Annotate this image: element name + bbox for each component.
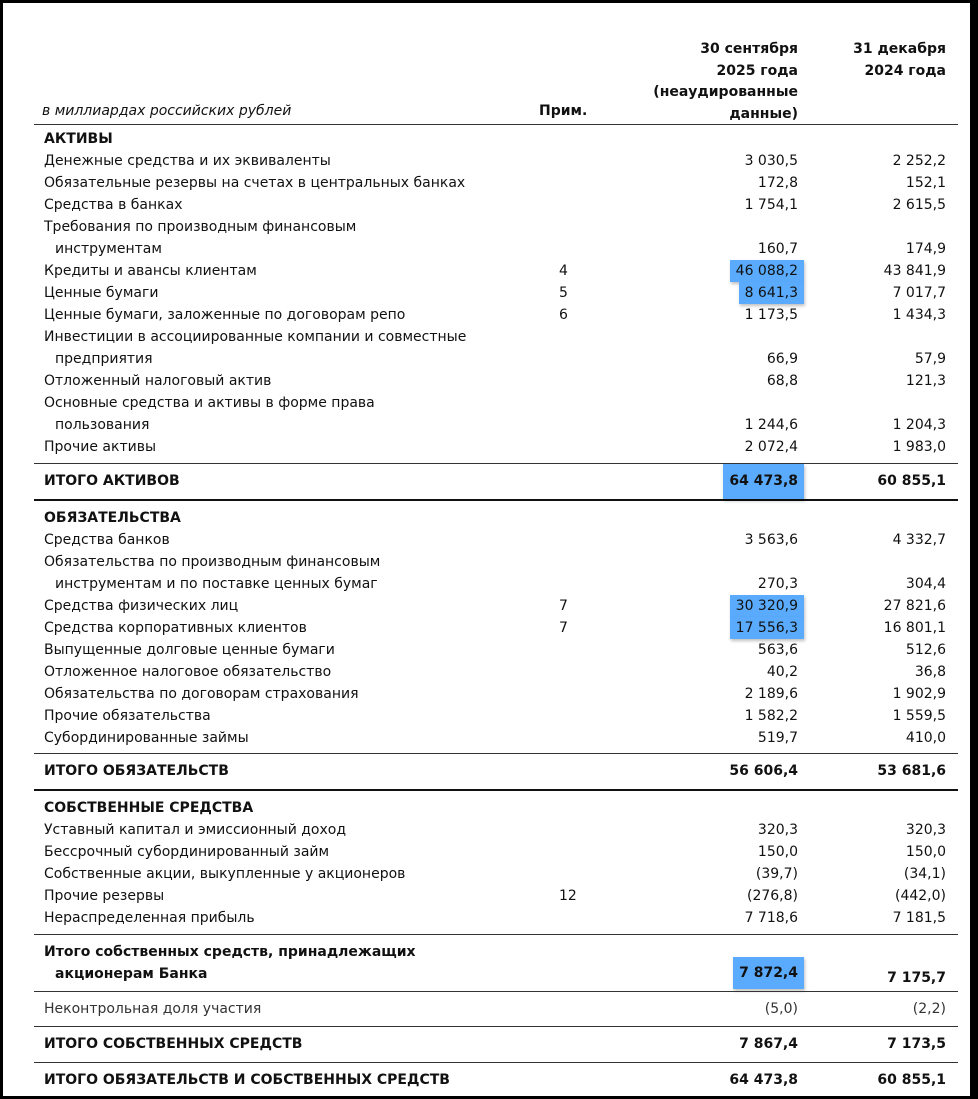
row-label (44, 326, 466, 370)
row-label: Субординированные займы (44, 730, 249, 746)
shareholders-equity-row (34, 934, 958, 991)
row-label (44, 392, 375, 436)
row-label: Прочие активы (44, 439, 157, 455)
table-row (34, 819, 958, 841)
value-2025: 160,7 (757, 241, 798, 257)
row-label-line2: инструментам (55, 241, 162, 257)
row-label: Обязательства по договорам страхования (44, 686, 359, 702)
balance-table (34, 124, 958, 1098)
table-row (34, 639, 958, 661)
row-label: ИТОГО СОБСТВЕННЫХ СРЕДСТВ (44, 1036, 303, 1052)
value-2024: 7 173,5 (887, 1036, 946, 1052)
value-2024: 1 204,3 (892, 417, 946, 433)
value-2024: 2 252,2 (892, 153, 946, 169)
row-label: Денежные средства и их эквиваленты (44, 153, 331, 169)
table-row (34, 194, 958, 216)
column-header-2025 (653, 39, 798, 125)
value-2025-highlighted: 8 641,3 (739, 282, 804, 304)
section-title-liabilities (34, 507, 958, 529)
value-2025-highlighted: 30 320,9 (730, 595, 804, 617)
row-label-line2: предприятия (55, 351, 153, 367)
table-row (34, 529, 958, 551)
value-2025: 1 754,1 (744, 197, 798, 213)
grand-total-row (34, 1063, 958, 1098)
table-row (34, 150, 958, 172)
table-row (34, 595, 958, 617)
row-label-line1: Итого собственных средств, принадлежащих (44, 944, 416, 960)
value-2024: 27 821,6 (883, 598, 946, 614)
value-2024: 512,6 (905, 642, 946, 658)
row-label: Неконтрольная доля участия (44, 1001, 262, 1017)
value-2024: 4 332,7 (892, 532, 946, 548)
value-2024: 60 855,1 (877, 473, 946, 489)
row-label-line1: Инвестиции в ассоциированные компании и совместные (44, 329, 467, 345)
value-2024: 121,3 (905, 373, 946, 389)
value-2024: 1 983,0 (892, 439, 946, 455)
section-label: АКТИВЫ (44, 131, 113, 147)
section-title-assets (34, 128, 958, 150)
row-label: Уставный капитал и эмиссионный доход (44, 822, 347, 838)
value-2024: 304,4 (905, 576, 946, 592)
row-label-line1: Основные средства и активы в форме права (44, 395, 375, 411)
value-2025-highlighted: 46 088,2 (730, 260, 804, 282)
table-row (34, 392, 958, 436)
col1-line: (неаудированные (653, 84, 798, 100)
row-label: ИТОГО АКТИВОВ (44, 473, 180, 489)
value-2024: 7 175,7 (887, 970, 946, 986)
row-label: Ценные бумаги (44, 285, 159, 301)
row-label: Бессрочный субординированный займ (44, 844, 330, 860)
value-2024: 410,0 (905, 730, 946, 746)
value-2025: (5,0) (764, 1001, 798, 1017)
row-label: Кредиты и авансы клиентам (44, 263, 257, 279)
table-row (34, 260, 958, 282)
table-row (34, 863, 958, 885)
row-label-line1: Обязательства по производным финансовым (44, 554, 381, 570)
value-2024: 1 434,3 (892, 307, 946, 323)
section-title-equity (34, 797, 958, 819)
value-2024: 174,9 (905, 241, 946, 257)
row-label: Отложенное налоговое обязательство (44, 664, 332, 680)
row-label (44, 216, 356, 260)
row-label: Прочие обязательства (44, 708, 211, 724)
value-2025: 66,9 (766, 351, 798, 367)
table-row (34, 617, 958, 639)
row-label: Средства корпоративных клиентов (44, 620, 307, 636)
col2-line: 2024 года (864, 62, 946, 79)
value-2025: 7 867,4 (739, 1036, 798, 1052)
row-label-line2: пользования (55, 417, 150, 433)
value-2024: 150,0 (905, 844, 946, 860)
value-2025: 64 473,8 (729, 1072, 798, 1088)
value-2024: 36,8 (914, 664, 946, 680)
table-row (34, 885, 958, 907)
total-assets-row (34, 463, 958, 501)
col2-line: 31 декабря (853, 41, 946, 57)
value-2025: 68,8 (766, 373, 798, 389)
value-2025-highlighted: 17 556,3 (730, 617, 804, 639)
value-2025: 1 173,5 (744, 307, 798, 323)
note-ref: 6 (559, 307, 568, 323)
column-header-2024 (853, 39, 946, 82)
row-label: ИТОГО ОБЯЗАТЕЛЬСТВ И СОБСТВЕННЫХ СРЕДСТВ (44, 1072, 450, 1088)
units-label: в миллиардах российских рублей (42, 103, 292, 119)
value-2025: 2 072,4 (744, 439, 798, 455)
table-row (34, 172, 958, 194)
total-liabilities-row (34, 753, 958, 791)
value-2025: 1 244,6 (744, 417, 798, 433)
table-row (34, 907, 958, 929)
value-2025: 40,2 (766, 664, 798, 680)
value-2025: (276,8) (746, 888, 798, 904)
table-row (34, 304, 958, 326)
table-row (34, 370, 958, 392)
value-2025: 150,0 (757, 844, 798, 860)
value-2024: 1 559,5 (892, 708, 946, 724)
value-2024: (2,2) (912, 1001, 946, 1017)
row-label: Отложенный налоговый актив (44, 373, 272, 389)
note-ref: 7 (559, 620, 568, 636)
section-label: ОБЯЗАТЕЛЬСТВА (44, 510, 181, 526)
row-label-line2: акционерам Банка (55, 966, 208, 982)
row-label: ИТОГО ОБЯЗАТЕЛЬСТВ (44, 763, 229, 779)
value-2025: 172,8 (757, 175, 798, 191)
col1-line: 30 сентября (700, 41, 798, 57)
table-row (34, 661, 958, 683)
value-2025: 3 563,6 (744, 532, 798, 548)
value-2025: 270,3 (757, 576, 798, 592)
row-label-line2: инструментам и по поставке ценных бумаг (55, 576, 378, 592)
value-2024: 152,1 (905, 175, 946, 191)
value-2025: 56 606,4 (729, 763, 798, 779)
value-2025: (39,7) (755, 866, 798, 882)
table-row (34, 216, 958, 260)
section-label: СОБСТВЕННЫЕ СРЕДСТВА (44, 800, 254, 816)
table-row (34, 841, 958, 863)
value-2024: 320,3 (905, 822, 946, 838)
value-2025: 1 582,2 (744, 708, 798, 724)
value-2024: (442,0) (894, 888, 946, 904)
table-row (34, 727, 958, 749)
row-label: Прочие резервы (44, 888, 165, 904)
note-ref: 4 (559, 263, 568, 279)
table-row (34, 551, 958, 595)
value-2024: (34,1) (903, 866, 946, 882)
note-ref: 7 (559, 598, 568, 614)
value-2024: 2 615,5 (892, 197, 946, 213)
row-label: Нераспределенная прибыль (44, 910, 255, 926)
value-2024: 7 181,5 (892, 910, 946, 926)
value-2025: 320,3 (757, 822, 798, 838)
value-2025-highlighted: 64 473,8 (723, 464, 804, 499)
note-ref: 5 (559, 285, 568, 301)
row-label: Средства банков (44, 532, 170, 548)
table-header (34, 3, 958, 125)
value-2025: 519,7 (757, 730, 798, 746)
value-2025: 563,6 (757, 642, 798, 658)
row-label: Собственные акции, выкупленные у акционеров (44, 866, 406, 882)
row-label (44, 941, 416, 985)
value-2025: 2 189,6 (744, 686, 798, 702)
value-2024: 53 681,6 (877, 763, 946, 779)
col1-line: 2025 года (716, 62, 798, 79)
value-2024: 60 855,1 (877, 1072, 946, 1088)
table-row (34, 436, 958, 458)
row-label: Обязательные резервы на счетах в центральных банках (44, 175, 466, 191)
minority-interest-row (34, 991, 958, 1026)
col1-line: данные) (729, 105, 798, 122)
note-ref: 12 (559, 888, 577, 904)
table-row (34, 326, 958, 370)
value-2025: 3 030,5 (744, 153, 798, 169)
row-label-line1: Требования по производным финансовым (44, 219, 357, 235)
value-2024: 7 017,7 (892, 285, 946, 301)
note-column-header: Прим. (539, 103, 588, 119)
row-label: Выпущенные долговые ценные бумаги (44, 642, 335, 658)
balance-sheet-page (3, 3, 970, 1096)
value-2024: 43 841,9 (883, 263, 946, 279)
row-label: Ценные бумаги, заложенные по договорам репо (44, 307, 406, 323)
row-label: Средства физических лиц (44, 598, 239, 614)
table-row (34, 705, 958, 727)
value-2025: 7 718,6 (744, 910, 798, 926)
row-label: Средства в банках (44, 197, 183, 213)
value-2024: 1 902,9 (892, 686, 946, 702)
value-2024: 57,9 (914, 351, 946, 367)
row-label (44, 551, 380, 595)
value-2024: 16 801,1 (883, 620, 946, 636)
total-equity-row (34, 1026, 958, 1063)
value-2025-highlighted: 7 872,4 (733, 957, 804, 989)
table-row (34, 683, 958, 705)
table-row (34, 282, 958, 304)
